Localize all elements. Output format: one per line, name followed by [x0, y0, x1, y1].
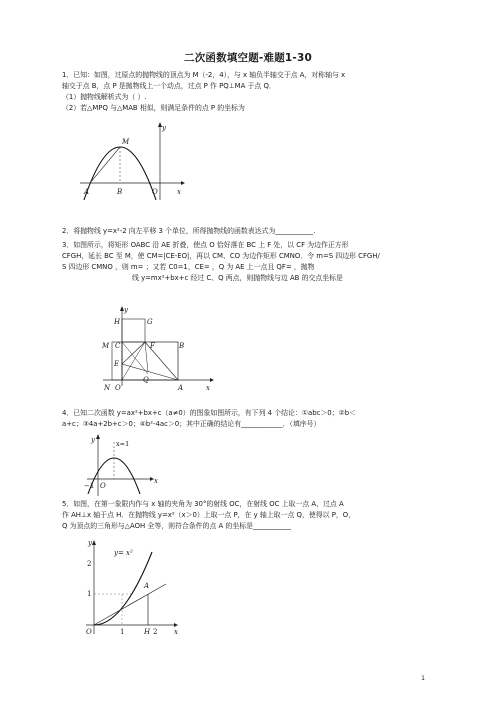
q1-part1: （1）抛物线解析式为（ ）.: [62, 93, 147, 101]
q4-label-o: O: [100, 482, 106, 490]
q1-segment-ma: [90, 147, 120, 183]
q3-x-arrow-icon: [210, 378, 214, 382]
q1-x-arrow-icon: [181, 181, 185, 185]
q5-tick-1: 1: [87, 590, 92, 598]
q3-line2: CFGH，延长 BC 至 M，使 CM=|CE-EO|，再以 CM、CO 为边作矩形 CMNO．令 m=S 四边形 CFGH/: [62, 252, 380, 260]
q1-line2: 轴交于点 B，点 P 是抛物线上一个动点，过点 P 作 PQ⊥MA 于点 Q．: [62, 82, 276, 90]
q5-label-a: A: [144, 582, 150, 590]
q5-line3: Q 为顶点的三角形与△AOH 全等，则符合条件的点 A 的坐标是___________: [62, 522, 291, 530]
q3-label-o: O: [115, 384, 121, 392]
q3-label-g: G: [147, 318, 153, 326]
q4-line2: a+c；③4a+2b+c＞0；④b²-4ac＞0；其中正确的结论有____________．（填序号）: [62, 420, 321, 428]
q3-label-e: E: [114, 360, 120, 368]
q3-line4: 线 y=mx²+bx+c 经过 C、Q 两点，则抛物线与边 AB 的交点坐标是: [132, 274, 343, 282]
q3-line3: S 四边形 CMNO ，则 m= ；又若 C0=1，CE= ，Q 为 AE 上一点且 QF= ，抛物: [62, 263, 315, 271]
q5-ray-oc: [94, 584, 166, 625]
q5-y-arrow-icon: [92, 540, 96, 545]
q3-label-q: Q: [143, 376, 149, 384]
q4-y-arrow-icon: [96, 434, 100, 439]
q5-figure: [74, 538, 186, 638]
q3-segment-cq: [122, 342, 148, 374]
q5-label-x: x: [174, 628, 178, 636]
q5-label-curve: y= x²: [114, 549, 133, 557]
q1-label-x: x: [177, 188, 181, 196]
q4-label-axis: x=1: [116, 440, 130, 448]
q3-label-h: H: [114, 318, 121, 326]
q3-label-m: M: [102, 342, 110, 350]
q4-figure: [84, 432, 166, 500]
q1-label-y: y: [162, 124, 166, 132]
q3-label-c: C: [115, 342, 121, 350]
q5-tick-x1: 1: [120, 628, 125, 636]
q5-label-o: O: [86, 628, 92, 636]
q4-line1: 4．已知二次函数 y=ax²+bx+c（a≠0）的图象如图所示，有下列 4 个结论：①abc＞0；②b＜: [62, 409, 356, 417]
q1-line1: 1．已知：如图，过原点的抛物线的顶点为 M（-2，4），与 x 轴负半轴交于点 A，对称轴与 x: [62, 71, 346, 79]
q4-label-x: x: [154, 477, 158, 485]
page-title: 二次函数填空题-难题1-30: [184, 52, 312, 64]
q5-tick-2: 2: [87, 560, 92, 568]
q3-label-x: x: [206, 384, 210, 392]
q3-line1: 3．如图所示，将矩形 OABC 沿 AE 折叠，使点 O 恰好落在 BC 上 F 处，以 CF 为边作正方形: [62, 241, 349, 249]
q5-label-y: y: [88, 539, 92, 547]
page-number: 1: [421, 675, 425, 682]
q3-label-y: y: [124, 306, 128, 314]
q5-line1: 5．如图，在第一象限内作与 x 轴的夹角为 30°的射线 OC，在射线 OC 上取一点 A，过点 A: [62, 500, 344, 508]
q1-label-m: M: [122, 138, 130, 146]
q3-figure: [98, 302, 224, 394]
q3-square-cfgh: [122, 319, 145, 342]
q3-label-f: F: [150, 342, 155, 350]
q5-tick-x2: 2: [153, 628, 158, 636]
q5-x-arrow-icon: [174, 623, 178, 627]
q3-label-a: A: [178, 384, 184, 392]
q4-label-y: y: [91, 436, 95, 444]
q5-label-h: H: [144, 628, 151, 636]
q3-segment-fq: [145, 342, 148, 372]
q3-label-b: B: [179, 342, 185, 350]
q4-label-neg1: −1: [84, 482, 95, 490]
q5-line2: 作 AH⊥x 轴于点 H．在抛物线 y=x²（x＞0）上取一点 P，在 y 轴上取一点 Q，使得以 P，O，: [62, 511, 356, 519]
q3-label-n: N: [104, 384, 111, 392]
q1-label-b: B: [117, 188, 123, 196]
q1-part2: （2）若△MPQ 与△MAB 相似，则满足条件的点 P 的坐标为: [62, 104, 245, 112]
q2-line1: 2．将抛物线 y=x²-2 向左平移 3 个单位，所得抛物线的函数表达式为___________.: [62, 227, 316, 235]
q1-label-a: A: [84, 188, 90, 196]
q1-figure: [76, 120, 188, 204]
q1-label-o: O: [152, 188, 158, 196]
